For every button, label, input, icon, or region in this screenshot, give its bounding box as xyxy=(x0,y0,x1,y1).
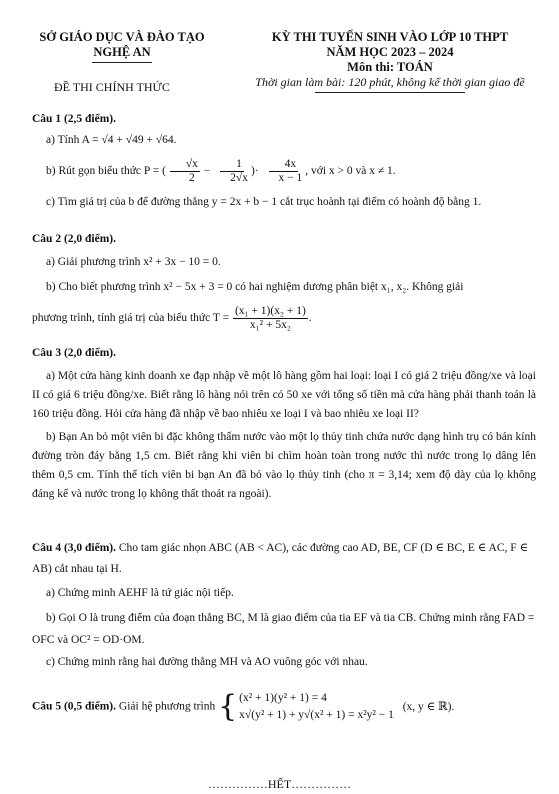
q1-c: c) Tìm giá trị của b để đường thẳng y = 2x + b − 1 cắt trục hoành tại điểm có hoành độ bằng 1. xyxy=(46,196,482,208)
equation-1: (x² + 1)(y² + 1) = 4 xyxy=(239,692,327,704)
equation-system xyxy=(218,690,394,724)
subject: Môn thi: TOÁN xyxy=(347,60,433,74)
question-4 xyxy=(32,538,536,670)
question-2 xyxy=(32,232,536,332)
question-title: Câu 1 (2,5 điểm). xyxy=(32,113,117,125)
question-title: Câu 2 (2,0 điểm). xyxy=(32,233,117,245)
time-note: Thời gian làm bài: 120 phút, không kể thời gian giao đề xyxy=(255,75,525,89)
header-left xyxy=(22,30,222,63)
q2-a: a) Giải phương trình x² + 3x − 10 = 0. xyxy=(46,256,221,268)
dept-line2: NGHỆ AN xyxy=(93,45,151,59)
school-year: NĂM HỌC 2023 – 2024 xyxy=(326,45,454,59)
domain: (x, y ∈ ℝ). xyxy=(402,700,455,713)
header-right xyxy=(240,30,540,93)
q2-b1: b) Cho biết phương trình x² − 5x + 3 = 0 có hai nghiệm dương phân biệt x₁, x₂. Không giải xyxy=(46,281,464,293)
brace-icon: { xyxy=(218,689,238,724)
q4-b: b) Gọi O là trung điểm của đoạn thẳng BC, M là giao điểm của tia EF và tia CB. Chứng minh rằng FAD = OFC và OC² = OD·OM. xyxy=(32,612,535,646)
official-label: ĐỀ THI CHÍNH THỨC xyxy=(54,80,170,94)
q1-b-formula: P = ( $\frac{√x}{2}$ − $\frac{1}{2√x}$ )· $\frac{4x}{x - 1}$ xyxy=(143,158,303,184)
q4-intro: Câu 4 (3,0 điểm). Cho tam giác nhọn ABC (AB < AC), các đường cao AD, BE, CF (D ∈ BC, E ∈ AC, F ∈ AB) cắt nhau tại H. xyxy=(32,542,529,575)
end-marker: ……………HẾT…………… xyxy=(207,777,352,791)
q2-expression: T = $\frac{\text{(x₁ + 1)(x₂ + 1)}}{\text{x₁² + 5x₂}}$ . xyxy=(212,305,312,331)
q3-a: a) Một cửa hàng kinh doanh xe đạp nhập về một lô hàng gồm hai loại: loại I có giá 2 triệu đồng/xe và loại II có giá 6 triệu đồng/xe. Biết rằng lô hàng nói trên có 50 xe với tổng số tiền mà cửa hàng phải thanh toán là 160 triệu đồng. Hỏi cửa hàng đã nhập về bao nhiêu xe loại I và bao nhiêu xe loại II? xyxy=(32,370,536,420)
equation-2: x√(y² + 1) + y√(x² + 1) = x²y² − 1 xyxy=(239,709,394,721)
question-3 xyxy=(32,346,536,504)
q1-a: a) Tính A = √4 + √49 + √64. xyxy=(46,134,177,146)
exam-title: KỲ THI TUYỂN SINH VÀO LỚP 10 THPT xyxy=(271,30,509,44)
question-title: Câu 3 (2,0 điểm). xyxy=(32,347,117,359)
q4-c: c) Chứng minh rằng hai đường thẳng MH và AO vuông góc với nhau. xyxy=(46,656,368,668)
dept-line1: SỞ GIÁO DỤC VÀ ĐÀO TẠO xyxy=(39,30,205,44)
q3-b: b) Bạn An bỏ một viên bi đặc không thấm nước vào một lọ thủy tinh chứa nước dạng hình trụ có bán kính đường tròn đáy bằng 1,5 cm. Biết rằng khi viên bi chìm hoàn toàn trong nước thì nước trong lọ dâng lên thêm 0,5 cm. Tính thể tích viên bi bạn An đã bỏ vào lọ thủy tinh (cho π = 3,14; xem độ dày của lọ không đáng kể và nước trong lọ không thất thoát ra ngoài). xyxy=(32,431,536,500)
divider xyxy=(315,92,465,93)
q2-b2: phương trình, tính giá trị của biểu thức T = $\frac{\text{(x₁ + 1)(x₂ + 1)}}{\text{x₁² + 5x₂}}$ . xyxy=(32,305,312,331)
q1-b: b) Rút gọn biểu thức P = ( $\frac{√x}{2}$ − $\frac{1}{2√x}$ )· $\frac{4x}{x - 1}$ , với x > 0 và x ≠ 1. xyxy=(46,158,396,184)
question-5: Câu 5 (0,5 điểm). Giải hệ phương trình { (x² + 1)(y² + 1) = 4 x√(y² + 1) + y√(x² + 1) = x²y² − 1 (x, y ∈ ℝ). xyxy=(32,689,455,724)
question-1 xyxy=(32,112,536,210)
divider xyxy=(92,62,152,63)
q4-a: a) Chứng minh AEHF là tứ giác nội tiếp. xyxy=(46,587,234,599)
